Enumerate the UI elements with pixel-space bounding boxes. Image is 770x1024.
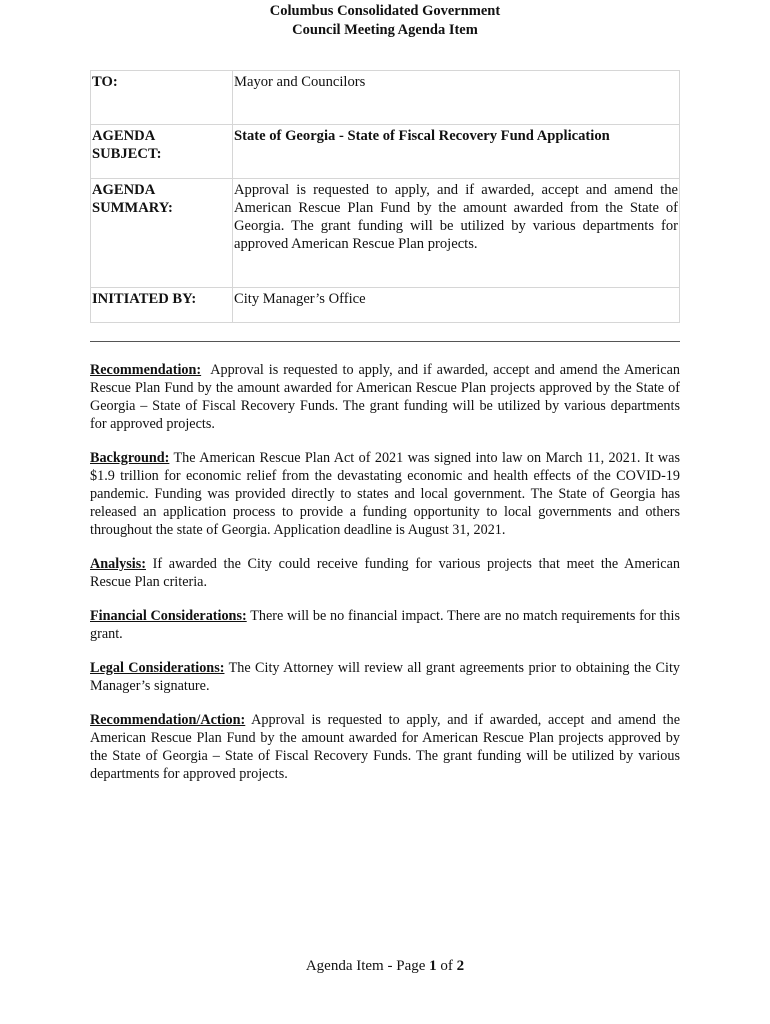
recommendation-heading: Recommendation:: [90, 362, 202, 378]
background-text: The American Rescue Plan Act of 2021 was signed into law on March 11, 2021. It was $1.9 trillion for economic relief from the devastating economic and health effects of the COVID-19 pandemic. Funding was provided directly to states and local government. The State of Georgia has released an application process to provide a funding opportunity to local governments and others throughout the state of Georgia. Application deadline is August 31, 2021.: [90, 450, 680, 538]
background-paragraph: [90, 449, 680, 539]
analysis-heading: Analysis:: [90, 556, 146, 572]
document-type: Council Meeting Agenda Item: [292, 21, 478, 38]
analysis-text: If awarded the City could receive funding for various projects that meet the American Rescue Plan criteria.: [90, 556, 680, 590]
footer-prefix: Agenda Item - Page: [305, 958, 430, 974]
summary-label-line2: SUMMARY:: [92, 200, 173, 216]
financial-text: There will be no financial impact. There are no match requirements for this grant.: [90, 608, 680, 642]
page-footer: [0, 958, 770, 975]
subject-label-line2: SUBJECT:: [92, 146, 162, 162]
background-heading: Background:: [90, 450, 170, 466]
subject-label: [91, 125, 233, 179]
document-body: [90, 361, 684, 799]
subject-value-text: State of Georgia - State of Fiscal Recovery Fund Application: [234, 128, 610, 144]
org-name: Columbus Consolidated Government: [269, 3, 501, 19]
document-header: [0, 2, 770, 39]
subject-value: [233, 125, 680, 179]
table-row-subject: [91, 125, 680, 179]
current-page-number: 1: [429, 958, 437, 974]
table-row-summary: [91, 179, 680, 288]
initiated-label: INITIATED BY:: [91, 288, 233, 323]
recommendation-text: Approval is requested to apply, and if awarded, accept and amend the American Rescue Plan Fund by the amount awarded for American Rescue Plan projects approved by the State of Georgia – State of Fiscal Recovery Funds. The grant funding will be utilized by various departments for approved projects.: [90, 362, 684, 432]
summary-label-line1: AGENDA: [92, 182, 156, 198]
legal-text: The City Attorney will review all grant agreements prior to obtaining the City Manager’s signature.: [90, 660, 680, 694]
recommendation-paragraph: [90, 361, 684, 433]
recommendation-action-heading: Recommendation/Action:: [90, 712, 246, 728]
summary-label: [91, 179, 233, 288]
legal-paragraph: [90, 659, 680, 695]
legal-heading: Legal Considerations:: [90, 660, 225, 676]
financial-paragraph: [90, 607, 680, 643]
to-value: Mayor and Councilors: [233, 71, 680, 125]
recommendation-action-paragraph: [90, 711, 680, 783]
subject-label-line1: AGENDA: [92, 128, 156, 144]
analysis-paragraph: [90, 555, 680, 591]
financial-heading: Financial Considerations:: [90, 608, 247, 624]
initiated-value: City Manager’s Office: [233, 288, 680, 323]
summary-value: Approval is requested to apply, and if awarded, accept and amend the American Rescue Plan Fund by the amount awarded from the State of Georgia. The grant funding will be utilized by various departments for approved American Rescue Plan projects.: [233, 179, 680, 288]
table-row-to: [91, 71, 680, 125]
table-row-initiated: [91, 288, 680, 323]
total-pages-number: 2: [456, 958, 465, 974]
divider: [90, 341, 680, 342]
footer-of: of: [436, 958, 457, 974]
to-label: TO:: [91, 71, 233, 125]
recommendation-action-text: Approval is requested to apply, and if awarded, accept and amend the American Rescue Plan Fund by the amount awarded for American Rescue Plan projects approved by the State of Georgia – State of Fiscal Recovery Funds. The grant funding will be utilized by various departments for approved projects.: [90, 712, 680, 782]
agenda-info-table: [90, 70, 680, 323]
